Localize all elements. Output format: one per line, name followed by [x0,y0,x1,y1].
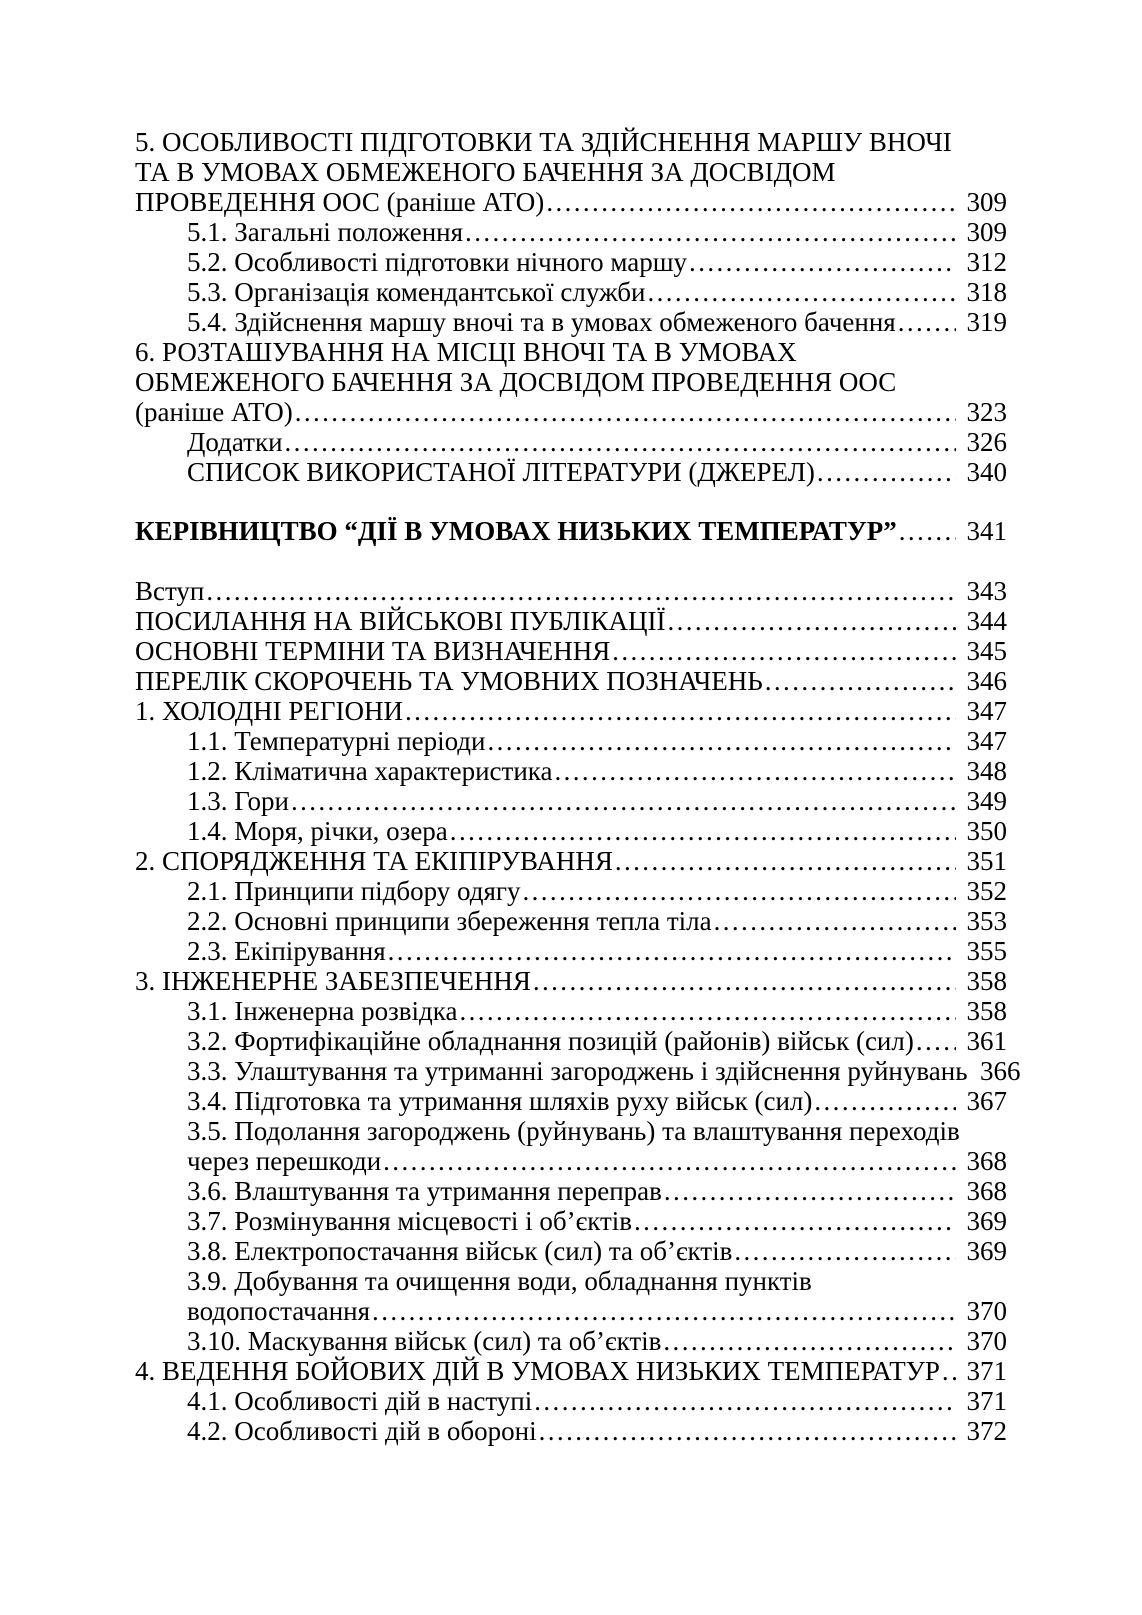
toc-entry-title: 3.10. Маскування військ (сил) та об’єктів [187,1326,662,1356]
toc-entry [187,217,1007,247]
toc-entry [135,576,1007,606]
toc-entry-text-line: ТА В УМОВАХ ОБМЕЖЕНОГО БАЧЕННЯ ЗА ДОСВІДОМ [135,157,836,187]
dot-leader [381,1146,956,1176]
toc-entry-page-number: 371 [966,1356,1007,1386]
dot-leader [897,516,956,546]
dot-leader [665,606,956,636]
toc-entry-page-number: 352 [966,876,1007,906]
toc-entry-leader-row [187,427,1007,457]
dot-leader [289,786,956,816]
toc-entry-title: 3.2. Фортифікаційне обладнання позицій (районів) військ (сил) [187,1026,914,1056]
dot-leader [914,1026,956,1056]
toc-entry [187,1416,1007,1446]
toc-entry-title: 1.4. Моря, річки, озера [187,816,448,846]
toc-entry-leader-row [187,1056,1021,1086]
toc-entry-leader-row [135,696,1007,726]
toc-entry [187,1086,1007,1116]
toc-entry-page-number: 355 [966,936,1007,966]
toc-entry-title: 1.2. Кліматична характеристика [187,756,553,786]
toc-entry-leader-row [187,277,1007,307]
toc-entry-leader-row [135,606,1007,636]
toc-entry-page-number: 370 [966,1326,1007,1356]
toc-entry-title: 5.4. Здійснення маршу вночі та в умовах обмеженого бачення [187,307,896,337]
toc-entry-leader-row [135,187,1007,217]
toc-entry-title: 1.3. Гори [187,786,289,816]
toc-entry [187,906,1007,936]
toc-entry-page-number: 368 [966,1146,1007,1176]
toc-entry [135,666,1007,696]
toc-entry [187,996,1007,1026]
toc-entry-leader-row [187,906,1007,936]
toc-entry-leader-row [135,1356,1007,1386]
toc-entry-title: 3.7. Розмінування місцевості і об’єктів [187,1206,633,1236]
toc-entry-leader-row [187,1296,1007,1326]
dot-leader [532,1386,956,1416]
toc-entry-leader-row [187,1176,1007,1206]
toc-entry-text-line: 3.5. Подолання загороджень (руйнувань) та влаштування переходів [187,1116,960,1146]
toc-entry [135,127,1007,217]
toc-entry-text-line: 3.9. Добування та очищення води, обладнання пунктів [187,1266,812,1296]
toc-entry-page-number: 371 [966,1386,1007,1416]
toc-entry-page-number: 367 [966,1086,1007,1116]
toc-entry-leader-row [187,1326,1007,1356]
dot-leader [386,936,956,966]
toc-entry-leader-row [187,726,1007,756]
toc-entry-leader-row [187,1416,1007,1446]
toc-entry-title: (раніше АТО) [135,397,293,427]
toc-entry-title: ОСНОВНІ ТЕРМІНИ ТА ВИЗНАЧЕННЯ [135,636,611,666]
toc-entry [187,1176,1007,1206]
dot-leader [687,247,956,277]
toc-entry-leader-row [187,1386,1007,1416]
toc-entry-page-number: 347 [966,726,1007,756]
dot-leader [732,1236,956,1266]
toc-entry-title: 4.1. Особливості дій в наступі [187,1386,533,1416]
dot-leader [463,217,956,247]
toc-entry-leader-row [187,1206,1007,1236]
toc-entry-leader-row [187,1146,1007,1176]
toc-entry-leader-row [135,966,1007,996]
toc-entry-text-line: ОБМЕЖЕНОГО БАЧЕННЯ ЗА ДОСВІДОМ ПРОВЕДЕННЯ ООС [135,367,897,397]
toc-entry [187,756,1007,786]
dot-leader [662,1176,956,1206]
toc-entry [187,1386,1007,1416]
toc-entry-leader-row [135,636,1007,666]
toc-entry-page-number: 312 [966,247,1007,277]
dot-leader [712,906,956,936]
dot-leader [552,756,956,786]
toc-entry-title: 4. ВЕДЕННЯ БОЙОВИХ ДІЙ В УМОВАХ НИЗЬКИХ ТЕМПЕРАТУР [135,1356,940,1386]
dot-leader [763,666,956,696]
toc-entry [135,966,1007,996]
toc-entry-leader-row [187,1086,1007,1116]
toc-entry-title: водопостачання [187,1296,371,1326]
toc-entry-leader-row [187,307,1007,337]
dot-leader [403,696,956,726]
toc-entry-page-number: 369 [966,1206,1007,1236]
toc-entry [187,1026,1007,1056]
toc-entry-page-number: 326 [966,427,1007,457]
toc-entry [187,1266,1007,1326]
toc-entry-page-number: 341 [966,516,1007,546]
dot-leader [632,1206,956,1236]
toc-entry-leader-row [135,666,1007,696]
dot-leader [661,1326,956,1356]
toc-entry [135,1356,1007,1386]
toc-entry-leader-row [187,936,1007,966]
toc-entry-title: 2.1. Принципи підбору одягу [187,876,521,906]
toc-entry-title: 3.8. Електропостачання військ (сил) та об’єктів [187,1236,733,1266]
toc-entry [187,786,1007,816]
toc-entry [187,457,1007,487]
toc-entry-page-number: 368 [966,1176,1007,1206]
dot-leader [531,966,956,996]
toc-entry-title: 3.4. Підготовка та утримання шляхів руху військ (сил) [187,1086,813,1116]
dot-leader [457,996,956,1026]
toc-entry-leader-row [187,1236,1007,1266]
toc-entry-page-number: 318 [966,277,1007,307]
toc-entry [135,516,1007,546]
toc-entry-page-number: 340 [966,457,1007,487]
toc-entry-leader-row [187,217,1007,247]
toc-entry [187,936,1007,966]
toc-entry-leader-row [187,816,1007,846]
dot-leader [283,427,956,457]
toc-entry [187,1236,1007,1266]
dot-leader [537,1416,956,1446]
dot-leader [520,876,956,906]
dot-leader [486,726,957,756]
toc-entry-title: СПИСОК ВИКОРИСТАНОЇ ЛІТЕРАТУРИ (ДЖЕРЕЛ) [187,457,815,487]
dot-leader [896,307,956,337]
toc-entry-page-number: 349 [966,786,1007,816]
toc-entry-title: 2. СПОРЯДЖЕННЯ ТА ЕКІПІРУВАННЯ [135,846,613,876]
toc-entry-title: 3. ІНЖЕНЕРНЕ ЗАБЕЗПЕЧЕННЯ [135,966,531,996]
toc-entry-leader-row [187,1026,1007,1056]
toc-entry-page-number: 369 [966,1236,1007,1266]
dot-leader [645,277,956,307]
toc-entry-leader-row [187,756,1007,786]
dot-leader [815,457,956,487]
toc-entry-page-number: 361 [966,1026,1007,1056]
dot-leader [544,187,956,217]
toc-entry-page-number: 350 [966,816,1007,846]
toc-entry [187,247,1007,277]
toc-entry [187,1326,1007,1356]
toc-entry-leader-row [187,786,1007,816]
toc-entry-title: 3.6. Влаштування та утримання переправ [187,1176,662,1206]
toc-entry-leader-row [187,247,1007,277]
dot-leader [610,636,956,666]
toc-entry-page-number: 323 [966,397,1007,427]
toc-entry-page-number: 344 [966,606,1007,636]
toc-entry-title: через перешкоди [187,1146,382,1176]
toc-entry-leader-row [135,516,1007,546]
toc-entry [135,606,1007,636]
toc-entry [187,726,1007,756]
toc-entry-page-number: 347 [966,696,1007,726]
toc-entry-title: 5.1. Загальні положення [187,217,464,247]
table-of-contents [0,127,1142,1446]
toc-entry [187,277,1007,307]
toc-entry-title: 3.1. Інженерна розвідка [187,996,458,1026]
dot-leader [293,397,956,427]
toc-entry-title: 3.3. Улаштування та утриманні загороджень і здійснення руйнувань [187,1056,968,1086]
toc-entry-title: ПОСИЛАННЯ НА ВІЙСЬКОВІ ПУБЛІКАЦІЇ [135,606,666,636]
toc-entry-title: Вступ [135,576,205,606]
toc-entry-title: 4.2. Особливості дій в обороні [187,1416,537,1446]
toc-entry-page-number: 372 [966,1416,1007,1446]
toc-entry [135,636,1007,666]
toc-entry-title: 2.3. Екіпірування [187,936,386,966]
toc-entry-title: Додатки [187,427,283,457]
toc-entry-page-number: 358 [966,966,1007,996]
toc-entry-title: ПЕРЕЛІК СКОРОЧЕНЬ ТА УМОВНИХ ПОЗНАЧЕНЬ [135,666,763,696]
toc-entry-leader-row [135,397,1007,427]
toc-entry-page-number: 319 [966,307,1007,337]
dot-leader [940,1356,956,1386]
toc-entry-page-number: 353 [966,906,1007,936]
dot-leader [204,576,956,606]
toc-entry-page-number: 366 [980,1056,1021,1086]
toc-entry-leader-row [187,996,1007,1026]
toc-entry-page-number: 348 [966,756,1007,786]
toc-entry-page-number: 309 [966,187,1007,217]
toc-entry-title: 1. ХОЛОДНІ РЕГІОНИ [135,696,404,726]
toc-entry [187,1056,1021,1086]
toc-entry-leader-row [187,876,1007,906]
dot-leader [613,846,956,876]
toc-entry [135,337,1007,427]
toc-entry-leader-row [135,576,1007,606]
toc-entry-title: 5.3. Організація комендантської служби [187,277,646,307]
toc-entry [187,1206,1007,1236]
toc-entry-page-number: 309 [966,217,1007,247]
dot-leader [370,1296,956,1326]
toc-entry-leader-row [135,846,1007,876]
toc-entry [135,846,1007,876]
toc-entry [135,696,1007,726]
toc-entry [187,1116,1007,1176]
toc-entry-text-line: 5. ОСОБЛИВОСТІ ПІДГОТОВКИ ТА ЗДІЙСНЕННЯ МАРШУ ВНОЧІ [135,127,952,157]
toc-entry-title: 5.2. Особливості підготовки нічного маршу [187,247,688,277]
toc-entry-title: ПРОВЕДЕННЯ ООС (раніше АТО) [135,187,545,217]
dot-leader [812,1086,956,1116]
toc-entry-title: КЕРІВНИЦТВО “ДІЇ В УМОВАХ НИЗЬКИХ ТЕМПЕРАТУР” [135,516,897,546]
toc-entry-page-number: 351 [966,846,1007,876]
toc-entry-page-number: 345 [966,636,1007,666]
toc-entry-page-number: 358 [966,996,1007,1026]
toc-entry-page-number: 343 [966,576,1007,606]
toc-entry [187,307,1007,337]
dot-leader [448,816,956,846]
toc-entry-title: 1.1. Температурні періоди [187,726,486,756]
toc-entry-leader-row [187,457,1007,487]
toc-entry-page-number: 346 [966,666,1007,696]
toc-entry-title: 2.2. Основні принципи збереження тепла тіла [187,906,712,936]
toc-entry-text-line: 6. РОЗТАШУВАННЯ НА МІСЦІ ВНОЧІ ТА В УМОВАХ [135,337,797,367]
toc-entry [187,876,1007,906]
toc-entry-page-number: 370 [966,1296,1007,1326]
toc-entry [187,816,1007,846]
toc-entry [187,427,1007,457]
